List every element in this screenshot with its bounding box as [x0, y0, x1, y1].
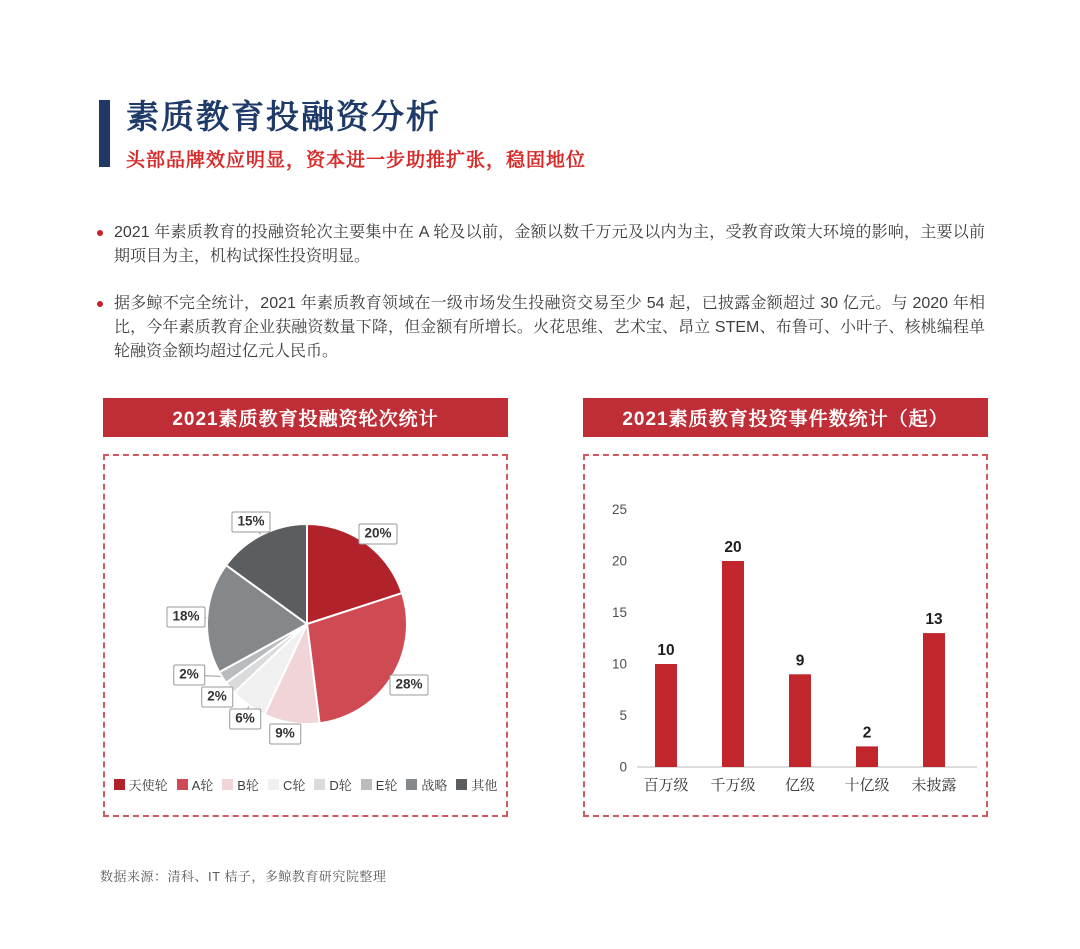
legend-label: D轮: [329, 777, 352, 793]
pie-chart-title: 2021素质教育投融资轮次统计: [103, 398, 508, 437]
y-axis-tick-10: 10: [611, 656, 627, 672]
bullet-text-1: 2021 年素质教育的投融资轮次主要集中在 A 轮及以前，金额以数千万元及以内为主，受教育政策大环境的影响，主要以前期项目为主，机构试探性投资明显。: [114, 224, 985, 265]
legend-item-6: [406, 775, 447, 794]
pie-data-label-2: 9%: [269, 724, 301, 745]
page-title: 素质教育投融资分析: [126, 98, 441, 135]
legend-item-7: [456, 775, 497, 794]
x-axis-category-1: 千万级: [710, 777, 756, 794]
legend-swatch-icon: [268, 779, 279, 790]
bullet-dot-icon: [97, 301, 103, 307]
legend-swatch-icon: [406, 779, 417, 790]
bullet-item-2: [97, 292, 985, 364]
y-axis-tick-0: 0: [619, 759, 627, 775]
x-axis-category-2: 亿级: [784, 777, 816, 794]
bar-value-label-2: 9: [795, 652, 805, 670]
x-axis-category-3: 十亿级: [844, 777, 890, 794]
y-axis-tick-5: 5: [619, 708, 627, 723]
page-subtitle: 头部品牌效应明显，资本进一步助推扩张，稳固地位: [126, 150, 587, 171]
bar-3: [856, 746, 878, 767]
bar-value-label-3: 2: [862, 724, 872, 742]
x-axis-category-0: 百万级: [643, 777, 689, 794]
bar-chart-title: 2021素质教育投资事件数统计（起）: [583, 398, 988, 437]
legend-swatch-icon: [177, 779, 188, 790]
legend-swatch-icon: [361, 779, 372, 790]
pie-data-label-6: 18%: [166, 607, 205, 628]
bar-2: [789, 674, 811, 767]
bar-4: [923, 633, 945, 767]
legend-swatch-icon: [456, 779, 467, 790]
y-axis-tick-15: 15: [611, 605, 627, 620]
legend-label: B轮: [237, 777, 259, 793]
page-header: [126, 94, 986, 172]
pie-data-label-7: 15%: [231, 512, 270, 533]
legend-swatch-icon: [314, 779, 325, 790]
summary-bullets: [97, 221, 985, 387]
bar-1: [722, 561, 744, 767]
pie-data-label-3: 6%: [229, 709, 261, 730]
pie-data-label-0: 20%: [358, 524, 397, 545]
legend-item-5: [361, 775, 398, 794]
bullet-text-2: 据多鲸不完全统计，2021 年素质教育领域在一级市场发生投融资交易至少 54 起，已披露金额超过 30 亿元。与 2020 年相比，今年素质教育企业获融资数量下降，但金额有所增长。火花思维、艺术宝、昂立 STEM、布鲁可、小叶子、核桃编程单轮融资金额均超过亿元人民币。: [114, 295, 985, 360]
bullet-dot-icon: [97, 230, 103, 236]
bar-value-label-0: 10: [657, 642, 675, 659]
legend-item-4: [314, 775, 351, 794]
legend-label: C轮: [282, 777, 306, 793]
legend-label: A轮: [191, 777, 214, 793]
pie-legend: [105, 772, 506, 796]
bar-chart-panel: [583, 454, 988, 817]
legend-swatch-icon: [114, 779, 125, 790]
y-axis-tick-20: 20: [611, 553, 627, 569]
bar-chart-section: [583, 398, 988, 817]
legend-swatch-icon: [222, 779, 233, 790]
pie-data-label-1: 28%: [389, 675, 428, 696]
legend-item-0: [114, 775, 168, 794]
legend-item-3: [268, 775, 305, 794]
legend-label: 战略: [421, 777, 448, 793]
legend-item-2: [222, 775, 259, 794]
bar-value-label-4: 13: [925, 611, 943, 629]
source-note: 数据来源：清科、IT 桔子，多鲸教育研究院整理: [100, 869, 387, 884]
bullet-item-1: [97, 221, 985, 269]
pie-chart: [105, 456, 506, 815]
legend-item-1: [177, 775, 214, 794]
x-axis-category-4: 未披露: [911, 777, 957, 794]
legend-label: E轮: [375, 777, 398, 793]
pie-data-label-5: 2%: [173, 665, 205, 686]
pie-data-label-4: 2%: [201, 687, 233, 708]
title-accent-bar: [99, 100, 110, 167]
bar-value-label-1: 20: [724, 539, 742, 556]
bar-0: [655, 664, 677, 767]
legend-label: 天使轮: [128, 777, 168, 793]
y-axis-tick-25: 25: [611, 502, 627, 517]
legend-label: 其他: [471, 777, 498, 793]
bar-chart: [585, 456, 986, 815]
pie-chart-section: [103, 398, 508, 817]
pie-chart-panel: [103, 454, 508, 817]
